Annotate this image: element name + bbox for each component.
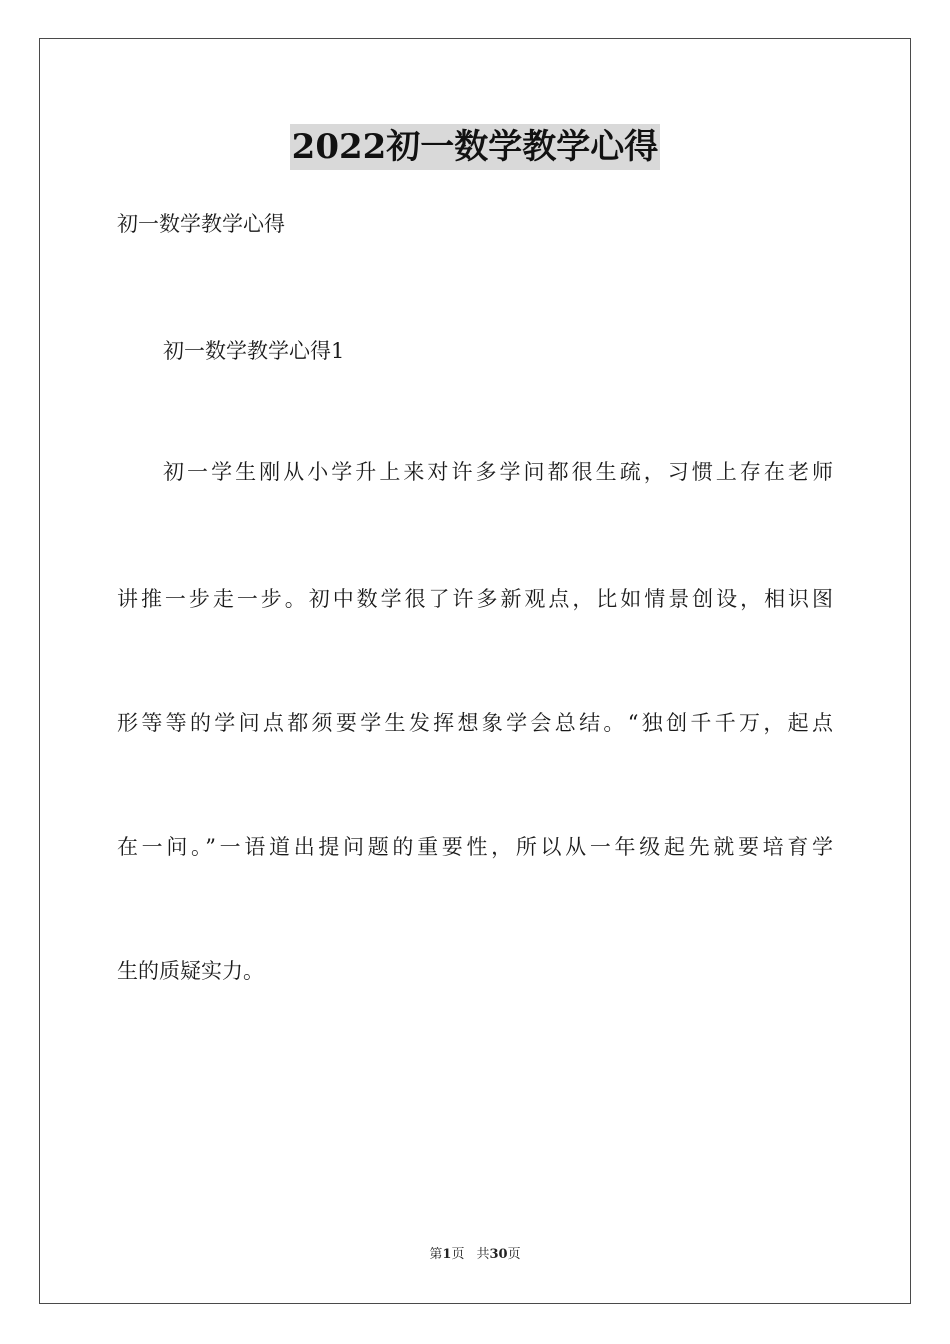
section-heading: 初一数学教学心得1 <box>163 339 345 363</box>
paragraph-line: 生的质疑实力。 <box>117 959 264 983</box>
paragraph-line: 形等等的学问点都须要学生发挥想象学会总结。“独创千千万，起点 <box>117 711 833 735</box>
document-subtitle: 初一数学教学心得 <box>117 212 285 236</box>
document-title-text: 2022初一数学教学心得 <box>290 124 661 170</box>
document-title <box>0 124 950 174</box>
footer-page-number: 1 <box>442 1247 452 1262</box>
paragraph-line: 初一学生刚从小学升上来对许多学问都很生疏，习惯上存在老师 <box>163 460 833 484</box>
footer-total-suffix: 页 <box>507 1247 521 1262</box>
page-footer <box>0 1246 950 1264</box>
footer-page-suffix: 页 <box>451 1247 465 1262</box>
footer-total-prefix: 共 <box>476 1247 490 1262</box>
paragraph-line: 在一问。”一语道出提问题的重要性，所以从一年级起先就要培育学 <box>117 835 833 859</box>
footer-page-prefix: 第 <box>429 1247 443 1262</box>
paragraph-line: 讲推一步走一步。初中数学很了许多新观点，比如情景创设，相识图 <box>117 587 833 611</box>
footer-total-pages: 30 <box>489 1247 508 1262</box>
